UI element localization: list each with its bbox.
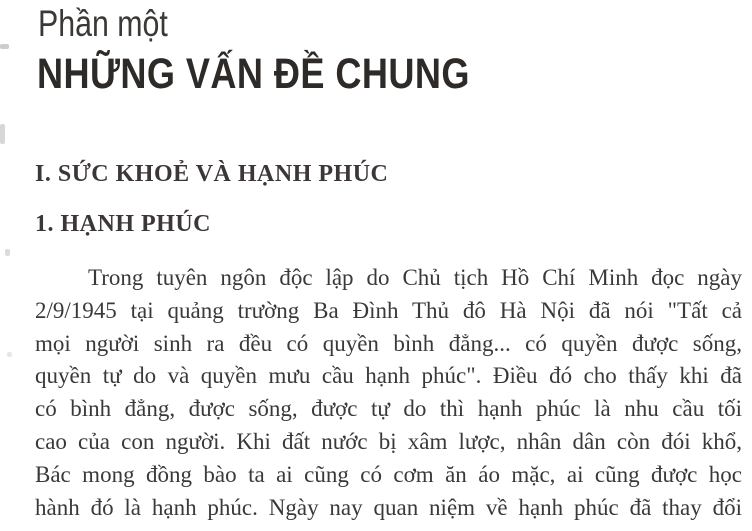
paragraph-line: cao của con người. Khi đất nước bị xâm lược, nhân dân còn đói khổ, (35, 428, 742, 454)
scan-artifact (7, 352, 12, 357)
part-title: NHỮNG VẤN ĐỀ CHUNG (37, 50, 470, 98)
scan-artifact (5, 249, 10, 256)
body-paragraph (35, 262, 742, 524)
part-label: Phần một (38, 3, 168, 44)
paragraph-line: hành đó là hạnh phúc. Ngày nay quan niệm về hạnh phúc đã thay đổi (35, 494, 742, 520)
paragraph-line: có bình đẳng, được sống, được tự do thì hạnh phúc là nhu cầu tối (35, 396, 742, 422)
scan-artifact (0, 44, 9, 49)
paragraph-line: mọi người sinh ra đều có quyền bình đẳng... có quyền được sống, (35, 330, 742, 356)
section-heading: I. SỨC KHOẺ VÀ HẠNH PHÚC (35, 161, 389, 187)
paragraph-line: quyền tự do và quyền mưu cầu hạnh phúc". Điều đó cho thấy khi đã (35, 363, 742, 389)
scan-artifact (0, 124, 5, 144)
paragraph-line: Trong tuyên ngôn độc lập do Chủ tịch Hồ Chí Minh đọc ngày (88, 265, 742, 290)
subsection-heading: 1. HẠNH PHÚC (35, 211, 211, 237)
paragraph-line: 2/9/1945 tại quảng trường Ba Đình Thủ đô Hà Nội đã nói "Tất cả (35, 297, 742, 323)
paragraph-line: Bác mong đồng bào ta ai cũng có cơm ăn áo mặc, ai cũng được học (35, 461, 742, 487)
